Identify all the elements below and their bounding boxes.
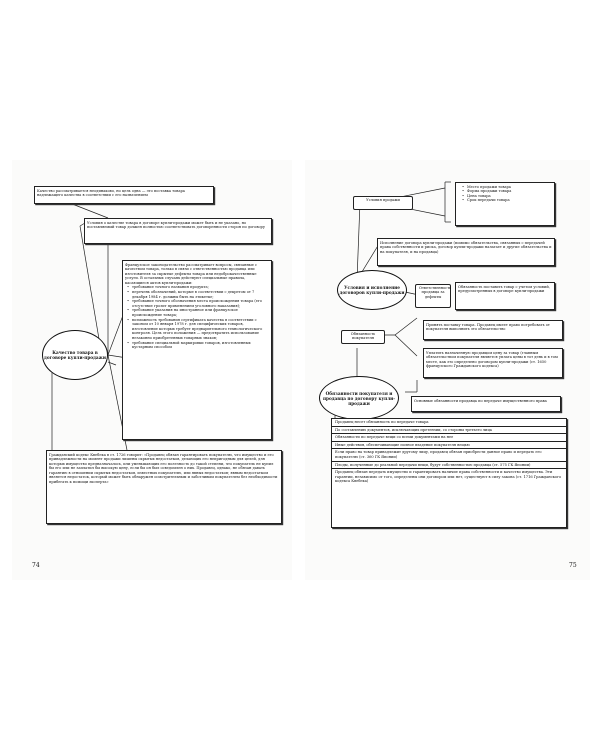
- seller-duty-item: Продавец обязан передать имущество и гарантировать наличие права собственности и качество имущества. Эти гарантии, независимо от того, определены они договором или нет, существуют в силу закона (ст. 1716 Гражданского кодекса Квебека): [335, 470, 562, 484]
- oval-performance: Условия и исполнение договоров купли-продажи: [337, 270, 407, 310]
- french-item: • требование точного обозначения места происхождения товара (его отсутствие грозит применением уголовного наказания);: [132, 299, 269, 308]
- scroll-buyer-duties: Обязанность покупателя: [341, 330, 385, 344]
- french-legislation-box: Французское законодательство рассматривает вопросы, связанные с качеством товара, только в связи с ответственностью продавца или изготовителя за скрытые дефекты товара или недоброкачественные услуги. В остальных случаях действуют специальные правила, касающиеся актов купли-продажи: • требование точного названия продукта; • перечень обозначений, которые в соответствии с декретом от 7 декабря 1984 г. должны быть на этикетке; • требование точного обозначения места происхождения товара (его отсутствие грозит применением уголовного наказания); • требование указания на иностранное или французское происхождение товара; • возможность требования сертификата качества в соответствии с законом от 10 января 1978 г. для специфических товаров, изготовление которых требует предварительного технологического контроля. Цель этого положения — предотвратить использование незаконно приобретенных товарных знаков; • требование специальной маркировки товаров, изготовленных кустарным способом: [122, 260, 272, 440]
- page-number-left: 74: [32, 562, 40, 569]
- seller-duties-list: [331, 418, 567, 528]
- seller-duty-item: По составлению документов, исключающих претензии, со стороны третьего лица: [332, 427, 566, 435]
- seller-duty-item: Плоды, полученные до реальной передачи вещи, будут собственностью продавца (ст. 575 ГК Японии): [332, 462, 566, 470]
- sale-term-item: • Цена товара: [467, 194, 552, 199]
- seller-duty-item: Обязанности по передаче вещи со всеми документами на нее: [332, 434, 566, 442]
- pay-price-note: Уплатить назначенную продавцом цену за товар (главным обязательством покупателя является уплата цены в тот день и в том месте, как это определено договором купли-продажи (ст. 1650 французского Гражданского кодекса): [423, 348, 563, 378]
- french-item: • перечень обозначений, которые в соответствии с декретом от 7 декабря 1984 г. должны быть на этикетке;: [132, 290, 269, 299]
- seller-duty-item: Продавец несет обязанность по передаче товара: [332, 419, 566, 427]
- oval-duties: Обязанности покупателя и продавца по договору купли-продажи: [319, 376, 399, 420]
- page-number-right: 75: [569, 562, 577, 569]
- liability-note: Обязанность поставить товар с учетом условий, предусмотренных в договоре купли-продажи: [455, 282, 555, 310]
- french-item: • требование специальной маркировки товаров, изготовленных кустарным способом: [132, 341, 269, 350]
- french-item: • требование указания на иностранное или французское происхождение товара;: [132, 308, 269, 317]
- right-page: [305, 160, 590, 580]
- sale-term-item: • Место продажи товара: [467, 185, 552, 190]
- left-page: [12, 160, 292, 580]
- seller-main-duties-note: Основные обязанности продавца по передаче имущественного права: [411, 396, 561, 412]
- sale-terms-box: [455, 182, 555, 226]
- scroll-seller-liability: Ответственность продавца за дефекты: [415, 284, 451, 308]
- sale-term-item: • Срок передачи товара: [467, 198, 552, 203]
- contract-quality-note: Условия о качестве товара в договоре купли-продажи может быть и не указано, но поставляемый товар должен полностью соответствовать договоренности сторон по договору: [84, 218, 272, 244]
- sale-term-item: • Форма продажи товара: [467, 189, 552, 194]
- french-item: • возможность требования сертификата качества в соответствии с законом от 10 января 1978 г. для специфических товаров, изготовление которых требует предварительного технологического контроля. Цель этого положения — предотвратить использование незаконно приобретенных товарных знаков;: [132, 318, 269, 341]
- quality-center-oval: Качество товара в договоре купли-продажи: [42, 330, 108, 380]
- quality-goal-note: Качество рассматривается неодинаково, но цель одна — это поставка товара надлежащего качества в соответствии с его назначением: [34, 186, 214, 204]
- seller-duty-item: Иные действия, обеспечивающие полное владение покупателя вещью: [332, 442, 566, 450]
- seller-duty-item: Если право на товар принадлежит другому лицу, продавец обязан приобрести данное право и передать его покупателю (ст. 360 ГК Японии): [332, 449, 566, 461]
- scroll-conditions-of-sale: Условия продажи: [353, 196, 413, 210]
- accept-delivery-note: Принять поставку товара. Продавец имеет право потребовать от покупателя выполнить это обязательство: [423, 320, 563, 340]
- french-item: • требование точного названия продукта;: [132, 285, 269, 290]
- quebec-code-note: Гражданский кодекс Квебека в ст. 1726 говорит: «Продавец обязан гарантировать покупателю, что имущество и его принадлежности на момент продажи лишены скрытых недостатков, делающих его непригодным для целей, для которых имущество предназначалось, или уменьшающих его полезность до такой степени, что покупатель не купил бы его или не заплатил бы высокую цену, если бы он был осведомлен о них. Продавец, однако, не обязан давать гарантию в отношении скрытых недостатков, известных покупателю, или явных недостатков; явным недостатком является недостаток, который может быть обнаружен осмотрительным и заботливым покупателем без необходимости прибегать к помощи эксперта»: [46, 450, 282, 524]
- performance-note: Исполнение договора купли-продажи (помимо обязательства, связанных с передачей права собственности и риска, договор купли-продажи налагает и другие обязательства и на покупателя, и на продавца): [377, 238, 555, 266]
